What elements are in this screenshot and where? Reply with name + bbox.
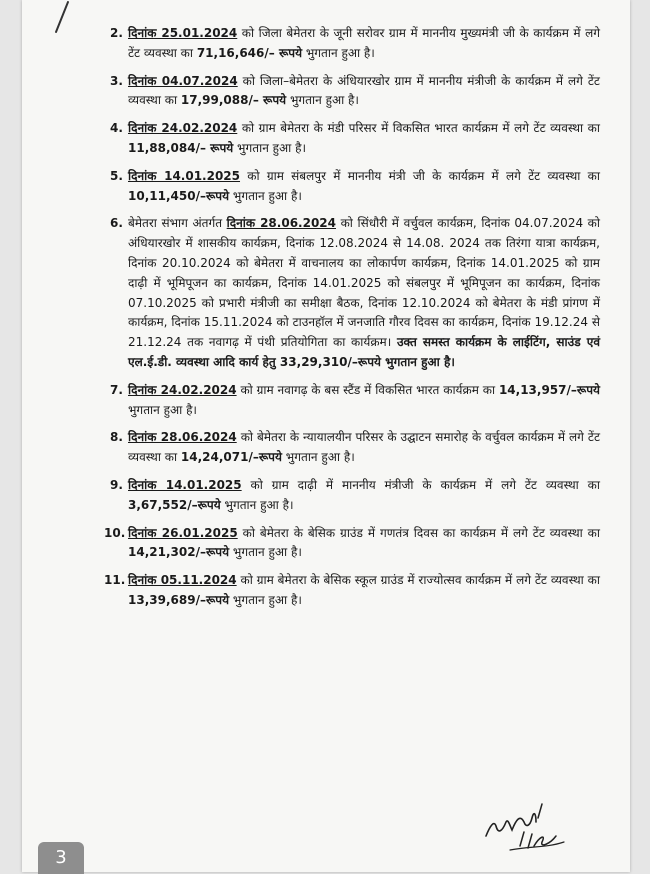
item-number: 9. — [110, 477, 123, 492]
item-text: को ग्राम दाढ़ी में माननीय मंत्रीजी के कार्यक्रम में लगे टेंट व्यवस्था का — [241, 477, 600, 492]
item-date: दिनांक 25.01.2024 — [128, 26, 238, 40]
item-text-end: भुगतान हुआ है। — [220, 497, 294, 512]
item-date: दिनांक 04.07.2024 — [128, 73, 238, 88]
item-date: दिनांक 05.11.2024 — [128, 573, 237, 588]
item-date: दिनांक 24.02.2024 — [128, 382, 237, 397]
item-date: दिनांक 14.01.2025 — [128, 477, 242, 492]
list-item — [22, 571, 630, 611]
item-text: को सिंधौरी में वर्चुवल कार्यक्रम, दिनांक 04.07.2024 को अंधियारखोर में शासकीय कार्यक्रम, दिनांक 12.08.2024 से 14.08. 2024 तक तिरंगा यात्रा कार्यक्रम, दिनांक 20.10.2024 को बेमेतरा में वाचनालय का लोकार्पण कार्यक्रम, दिनांक 14.01.2025 को ग्राम दाढ़ी में भूमिपूजन का कार्यक्रम, दिनांक 14.01.2025 को संबलपुर में भूमिपूजन का कार्यक्रम, दिनांक 07.10.2025 को प्रभारी मंत्रीजी का समीक्षा बैठक, दिनांक 12.10.2024 को बेमेतरा के मंडी प्रांगण में कार्यक्रम, दिनांक 15.11.2024 को टाउनहॉल में जनजाति गौरव दिवस का कार्यक्रम, दिनांक 19.12.24 से 21.12.24 तक नवागढ़ में पंथी प्रतियोगिता का कार्यक्रम। — [128, 216, 600, 350]
item-number: 6. — [110, 216, 123, 231]
item-number: 5. — [110, 168, 123, 183]
list-item — [22, 72, 630, 112]
list-item — [22, 476, 630, 516]
item-text-end: भुगतान हुआ है। — [302, 45, 375, 60]
item-text: को जिला बेमेतरा के जूनी सरोवर ग्राम में माननीय मुख्यमंत्री जी के कार्यक्रम में लगे टेंट व्यवस्था का — [128, 26, 600, 60]
item-number: 3. — [110, 73, 123, 88]
item-amount: 3,67,552/–रूपये — [128, 497, 221, 512]
list-item — [22, 24, 630, 64]
item-amount: 14,13,957/–रूपये — [498, 382, 600, 397]
item-date: दिनांक 14.01.2025 — [128, 168, 241, 183]
item-date: दिनांक 28.06.2024 — [128, 430, 237, 445]
item-number: 8. — [110, 430, 123, 445]
item-text: को बेमेतरा के न्यायालयीन परिसर के उद्घाटन समारोह के वर्चुवल कार्यक्रम में लगे टेंट व्यवस्था का — [128, 430, 600, 465]
document-page — [22, 0, 630, 872]
item-amount: 11,88,084/– रूपये — [128, 140, 234, 155]
payment-list — [22, 24, 630, 619]
item-date: दिनांक 26.01.2025 — [128, 525, 238, 540]
item-number: 11. — [104, 573, 126, 588]
item-text: को ग्राम नवागढ़ के बस स्टैंड में विकसित भारत कार्यक्रम का — [236, 382, 499, 397]
item-text: को ग्राम संबलपुर में माननीय मंत्री जी के कार्यक्रम में लगे टेंट व्यवस्था का — [240, 168, 600, 183]
item-amount: 14,21,302/–रूपये — [128, 545, 230, 560]
list-item — [22, 428, 630, 468]
item-text-end: भुगतान हुआ है। — [229, 188, 302, 203]
item-date: दिनांक 28.06.2024 — [226, 216, 336, 231]
handwritten-signature — [480, 796, 570, 856]
item-text: को बेमेतरा के बेसिक ग्राउंड में गणतंत्र दिवस का कार्यक्रम में लगे टेंट व्यवस्था का — [237, 525, 600, 540]
item-number: 2. — [110, 26, 123, 40]
item-number: 7. — [110, 382, 123, 397]
item-text-end: भुगतान हुआ है। — [128, 402, 197, 417]
list-item — [22, 381, 630, 421]
item-text: को ग्राम बेमेतरा के बेसिक स्कूल ग्राउंड में राज्योत्सव कार्यक्रम में लगे टेंट व्यवस्था का — [236, 573, 600, 588]
item-date: दिनांक 24.02.2024 — [128, 121, 238, 136]
item-amount: 71,16,646/– रूपये — [196, 45, 303, 60]
item-text-end: भुगतान हुआ है। — [233, 140, 307, 155]
list-item — [22, 119, 630, 159]
item-intro: बेमेतरा संभाग अंतर्गत — [128, 216, 227, 231]
item-number: 10. — [104, 525, 126, 540]
item-text-end: भुगतान हुआ है। — [229, 592, 302, 607]
item-text-end: भुगतान हुआ है। — [229, 545, 302, 560]
item-text-end: भुगतान हुआ है। — [281, 450, 355, 465]
item-amount: 10,11,450/–रूपये — [128, 188, 230, 203]
item-amount: 14,24,071/–रूपये — [180, 450, 282, 465]
item-number: 4. — [110, 121, 123, 136]
list-item — [22, 214, 630, 372]
item-text: को जिला–बेमेतरा के अंधियारखोर ग्राम में माननीय मंत्रीजी के कार्यक्रम में लगे टेंट व्यवस्था का — [128, 73, 600, 108]
item-amount: 17,99,088/– रूपये — [180, 93, 287, 108]
item-text-end: भुगतान हुआ है। — [286, 93, 359, 108]
list-item — [22, 524, 630, 564]
item-amount: 13,39,689/–रूपये — [128, 592, 230, 607]
item-text: को ग्राम बेमेतरा के मंडी परिसर में विकसित भारत कार्यक्रम में लगे टेंट व्यवस्था का — [237, 121, 600, 136]
page-number-badge[interactable]: 3 — [38, 842, 84, 874]
list-item — [22, 167, 630, 207]
item-amount: उक्त समस्त कार्यक्रम के लाईटिंग, साउंड एवं एल.ई.डी. व्यवस्था आदि कार्य हेतु 33,29,310/–रूपये भुगतान हुआ है। — [128, 335, 601, 369]
